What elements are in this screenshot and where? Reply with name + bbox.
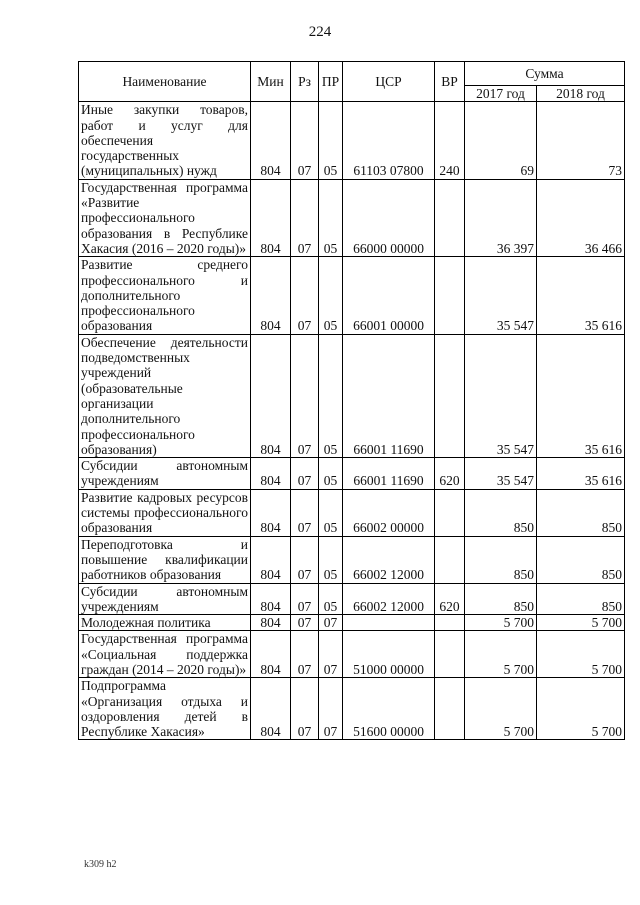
row-min: 804 xyxy=(251,458,291,490)
row-pr: 05 xyxy=(319,257,343,334)
row-csr: 66002 12000 xyxy=(343,583,435,615)
row-vr xyxy=(435,334,465,457)
row-pr: 05 xyxy=(319,536,343,583)
row-sum-2017: 850 xyxy=(465,489,537,536)
table-row xyxy=(79,615,625,631)
row-min: 804 xyxy=(251,583,291,615)
row-sum-2017: 5 700 xyxy=(465,678,537,740)
footer-code: k309 h2 xyxy=(84,859,117,870)
table-row xyxy=(79,458,625,490)
row-vr xyxy=(435,489,465,536)
header-csr: ЦСР xyxy=(343,62,435,102)
row-sum-2018: 5 700 xyxy=(537,678,625,740)
row-name: Субсидии автономным учреждениям xyxy=(79,583,251,615)
row-vr xyxy=(435,678,465,740)
header-rz: Рз xyxy=(291,62,319,102)
row-vr xyxy=(435,257,465,334)
row-name: Развитие среднего профессионального и дополнительного профессионального образования xyxy=(79,257,251,334)
row-csr: 66001 11690 xyxy=(343,458,435,490)
row-rz: 07 xyxy=(291,615,319,631)
header-vr: ВР xyxy=(435,62,465,102)
row-pr: 05 xyxy=(319,583,343,615)
row-name: Развитие кадровых ресурсов системы профессионального образования xyxy=(79,489,251,536)
row-pr: 07 xyxy=(319,631,343,678)
row-sum-2017: 35 547 xyxy=(465,257,537,334)
row-min: 804 xyxy=(251,536,291,583)
row-sum-2018: 850 xyxy=(537,489,625,536)
row-min: 804 xyxy=(251,257,291,334)
row-min: 804 xyxy=(251,489,291,536)
row-rz: 07 xyxy=(291,583,319,615)
table-row xyxy=(79,334,625,457)
row-csr: 66001 11690 xyxy=(343,334,435,457)
row-vr xyxy=(435,615,465,631)
row-sum-2017: 5 700 xyxy=(465,615,537,631)
row-name: Государственная программа «Социальная поддержка граждан (2014 – 2020 годы)» xyxy=(79,631,251,678)
row-min: 804 xyxy=(251,102,291,179)
row-pr: 07 xyxy=(319,615,343,631)
row-vr xyxy=(435,179,465,256)
row-sum-2017: 35 547 xyxy=(465,334,537,457)
table-row xyxy=(79,489,625,536)
row-sum-2018: 850 xyxy=(537,583,625,615)
row-name: Переподготовка и повышение квалификации работников образования xyxy=(79,536,251,583)
row-csr xyxy=(343,615,435,631)
row-pr: 05 xyxy=(319,458,343,490)
table-body xyxy=(79,102,625,740)
row-csr: 66001 00000 xyxy=(343,257,435,334)
row-pr: 05 xyxy=(319,489,343,536)
row-csr: 61103 07800 xyxy=(343,102,435,179)
row-vr xyxy=(435,631,465,678)
row-vr: 240 xyxy=(435,102,465,179)
row-rz: 07 xyxy=(291,536,319,583)
row-sum-2018: 73 xyxy=(537,102,625,179)
page-number: 224 xyxy=(308,24,332,40)
row-sum-2017: 850 xyxy=(465,536,537,583)
row-csr: 66002 00000 xyxy=(343,489,435,536)
row-sum-2018: 5 700 xyxy=(537,615,625,631)
table-row xyxy=(79,257,625,334)
row-name: Обеспечение деятельности подведомственных учреждений (образовательные организации дополнительного профессионального образования) xyxy=(79,334,251,457)
table-row xyxy=(79,102,625,179)
row-rz: 07 xyxy=(291,631,319,678)
row-sum-2018: 35 616 xyxy=(537,257,625,334)
row-rz: 07 xyxy=(291,102,319,179)
row-vr: 620 xyxy=(435,583,465,615)
row-csr: 51600 00000 xyxy=(343,678,435,740)
row-pr: 05 xyxy=(319,179,343,256)
budget-table xyxy=(78,61,625,740)
row-rz: 07 xyxy=(291,257,319,334)
row-min: 804 xyxy=(251,615,291,631)
row-rz: 07 xyxy=(291,458,319,490)
row-sum-2017: 850 xyxy=(465,583,537,615)
header-min: Мин xyxy=(251,62,291,102)
row-name: Субсидии автономным учреждениям xyxy=(79,458,251,490)
row-vr: 620 xyxy=(435,458,465,490)
table-row xyxy=(79,583,625,615)
header-year-2017: 2017 год xyxy=(465,86,537,102)
row-min: 804 xyxy=(251,334,291,457)
row-sum-2017: 36 397 xyxy=(465,179,537,256)
row-sum-2018: 36 466 xyxy=(537,179,625,256)
row-rz: 07 xyxy=(291,179,319,256)
row-csr: 51000 00000 xyxy=(343,631,435,678)
row-name: Государственная программа «Развитие профессионального образования в Республике Хакасия (2016 – 2020 годы)» xyxy=(79,179,251,256)
row-min: 804 xyxy=(251,179,291,256)
row-rz: 07 xyxy=(291,678,319,740)
table-row xyxy=(79,179,625,256)
row-sum-2018: 850 xyxy=(537,536,625,583)
row-sum-2018: 5 700 xyxy=(537,631,625,678)
table-row xyxy=(79,631,625,678)
row-vr xyxy=(435,536,465,583)
row-min: 804 xyxy=(251,678,291,740)
header-name: Наименование xyxy=(79,62,251,102)
row-sum-2017: 35 547 xyxy=(465,458,537,490)
row-sum-2017: 5 700 xyxy=(465,631,537,678)
row-name: Иные закупки товаров, работ и услуг для обеспечения государственных (муниципальных) нужд xyxy=(79,102,251,179)
row-name: Молодежная политика xyxy=(79,615,251,631)
row-sum-2017: 69 xyxy=(465,102,537,179)
row-pr: 07 xyxy=(319,678,343,740)
row-pr: 05 xyxy=(319,334,343,457)
row-min: 804 xyxy=(251,631,291,678)
table-row xyxy=(79,678,625,740)
row-pr: 05 xyxy=(319,102,343,179)
header-sum: Сумма xyxy=(465,62,625,86)
row-csr: 66002 12000 xyxy=(343,536,435,583)
row-rz: 07 xyxy=(291,489,319,536)
row-sum-2018: 35 616 xyxy=(537,458,625,490)
row-rz: 07 xyxy=(291,334,319,457)
header-pr: ПР xyxy=(319,62,343,102)
table-row xyxy=(79,536,625,583)
row-name: Подпрограмма «Организация отдыха и оздоровления детей в Республике Хакасия» xyxy=(79,678,251,740)
header-year-2018: 2018 год xyxy=(537,86,625,102)
row-sum-2018: 35 616 xyxy=(537,334,625,457)
row-csr: 66000 00000 xyxy=(343,179,435,256)
